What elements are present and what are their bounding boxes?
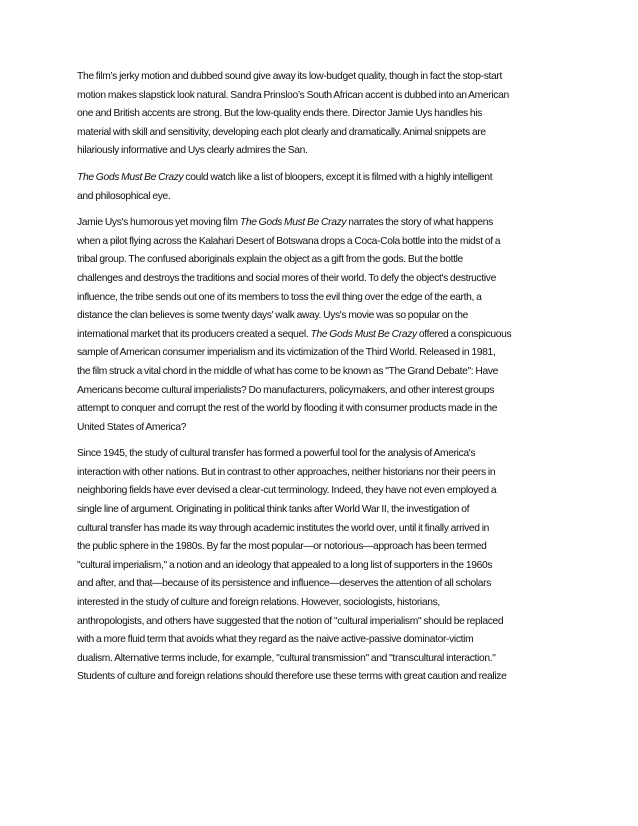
text-line xyxy=(77,270,567,289)
text-segment: Students of culture and foreign relations should therefore use these terms with great caution and realize xyxy=(77,671,507,683)
text-segment: Americans become cultural imperialists? Do manufacturers, policymakers, and other interest groups xyxy=(77,384,495,396)
text-segment: and after, and that—because of its persistence and influence—deserves the attention of all scholars xyxy=(77,578,492,590)
text-segment: Jamie Uys's humorous yet moving film xyxy=(77,217,240,229)
text-segment: attempt to conquer and corrupt the rest of the world by flooding it with consumer products made in the xyxy=(77,403,498,415)
text-segment: influence, the tribe sends out one of its members to toss the evil thing over the edge of the earth, a xyxy=(77,291,482,303)
text-segment: the film struck a vital chord in the middle of what has come to be known as "The Grand Debate": Have xyxy=(77,365,499,377)
text-segment: the public sphere in the 1980s. By far the most popular—or notorious—approach has been termed xyxy=(77,541,487,553)
text-line xyxy=(77,307,567,326)
text-segment: cultural transfer has made its way through academic institutes the world over, until it finally arrived in xyxy=(77,522,490,534)
text-segment: The film’s jerky motion and dubbed sound give away its low-budget quality, though in fact the stop-start xyxy=(77,71,503,82)
text-segment: anthropologists, and others have suggested that the notion of "cultural imperialism" should be replaced xyxy=(77,615,504,627)
text-line xyxy=(77,594,567,613)
text-line xyxy=(77,613,567,632)
text-line xyxy=(77,631,567,650)
text-segment: hilariously informative and Uys clearly admires the San. xyxy=(77,145,308,157)
text-line xyxy=(77,575,567,594)
text-segment: "cultural imperialism," a notion and an ideology that appealed to a long list of supporters in the 1960s xyxy=(77,559,493,571)
text-segment: and philosophical eye. xyxy=(77,190,171,202)
text-line xyxy=(77,169,567,188)
text-segment: neighboring fields have ever devised a clear-cut terminology. Indeed, they have not even employed a xyxy=(77,485,497,497)
text-line xyxy=(77,142,567,161)
film-title-italic: The Gods Must Be Crazy xyxy=(239,217,347,229)
text-line xyxy=(77,326,567,345)
text-line xyxy=(77,105,567,124)
text-line xyxy=(77,668,567,687)
text-segment: motion makes slapstick look natural. Sandra Prinsloo’s South African accent is dubbed into an American xyxy=(77,89,509,101)
paragraph-3 xyxy=(77,214,567,437)
text-line xyxy=(77,445,567,464)
text-segment: could watch like a list of bloopers, except it is filmed with a highly intelligent xyxy=(183,171,493,183)
text-line xyxy=(77,464,567,483)
text-line xyxy=(77,233,567,252)
paragraph-1 xyxy=(77,68,567,161)
text-segment: international market that its producers created a sequel. xyxy=(77,328,311,340)
text-segment: single line of argument. Originating in political think tanks after World War II, the investigation of xyxy=(77,504,470,516)
film-title-italic: The Gods Must Be Crazy xyxy=(310,328,417,340)
text-line xyxy=(77,382,567,401)
text-line xyxy=(77,557,567,576)
text-line xyxy=(77,538,567,557)
text-segment: United States of America? xyxy=(77,421,187,433)
text-line xyxy=(77,344,567,363)
film-title-italic: The Gods Must Be Crazy xyxy=(77,171,184,183)
text-segment: tribal group. The confused aboriginals explain the object as a gift from the gods. But the bottle xyxy=(77,254,463,266)
text-line xyxy=(77,650,567,669)
text-segment: Since 1945, the study of cultural transfer has formed a powerful tool for the analysis of America's xyxy=(77,448,476,460)
text-line xyxy=(77,501,567,520)
document-body xyxy=(77,68,567,695)
text-segment: distance the clan believes is some twenty days' walk away. Uys's movie was so popular on the xyxy=(77,310,468,322)
text-line xyxy=(77,251,567,270)
text-line xyxy=(77,214,567,233)
text-segment: with a more fluid term that avoids what they regard as the naive active-passive dominator-victim xyxy=(77,634,474,646)
paragraph-4 xyxy=(77,445,567,687)
text-line xyxy=(77,400,567,419)
text-line xyxy=(77,87,567,106)
text-line xyxy=(77,520,567,539)
text-line xyxy=(77,419,567,438)
text-line xyxy=(77,68,567,87)
text-line xyxy=(77,363,567,382)
text-segment: interaction with other nations. But in contrast to other approaches, neither historians nor their peers in xyxy=(77,466,496,478)
text-segment: when a pilot flying across the Kalahari Desert of Botswana drops a Coca-Cola bottle into the midst of a xyxy=(77,235,501,247)
text-segment: one and British accents are strong. But the low-quality ends there. Director Jamie Uys handles his xyxy=(77,108,482,120)
text-segment: material with skill and sensitivity, developing each plot clearly and dramatically. Animal snippets are xyxy=(77,126,486,138)
text-line xyxy=(77,289,567,308)
paragraph-2 xyxy=(77,169,567,206)
text-segment: dualism. Alternative terms include, for example, "cultural transmission" and "transcultural interaction." xyxy=(77,652,496,664)
text-segment: sample of American consumer imperialism and its victimization of the Third World. Released in 1981, xyxy=(77,347,496,359)
text-line xyxy=(77,188,567,207)
text-line xyxy=(77,482,567,501)
text-segment: interested in the study of culture and foreign relations. However, sociologists, historians, xyxy=(77,597,440,609)
text-segment: challenges and destroys the traditions and social mores of their world. To defy the object's destructive xyxy=(77,272,496,284)
text-segment: narrates the story of what happens xyxy=(346,217,493,229)
text-segment: offered a conspicuous xyxy=(416,328,512,340)
text-line xyxy=(77,124,567,143)
